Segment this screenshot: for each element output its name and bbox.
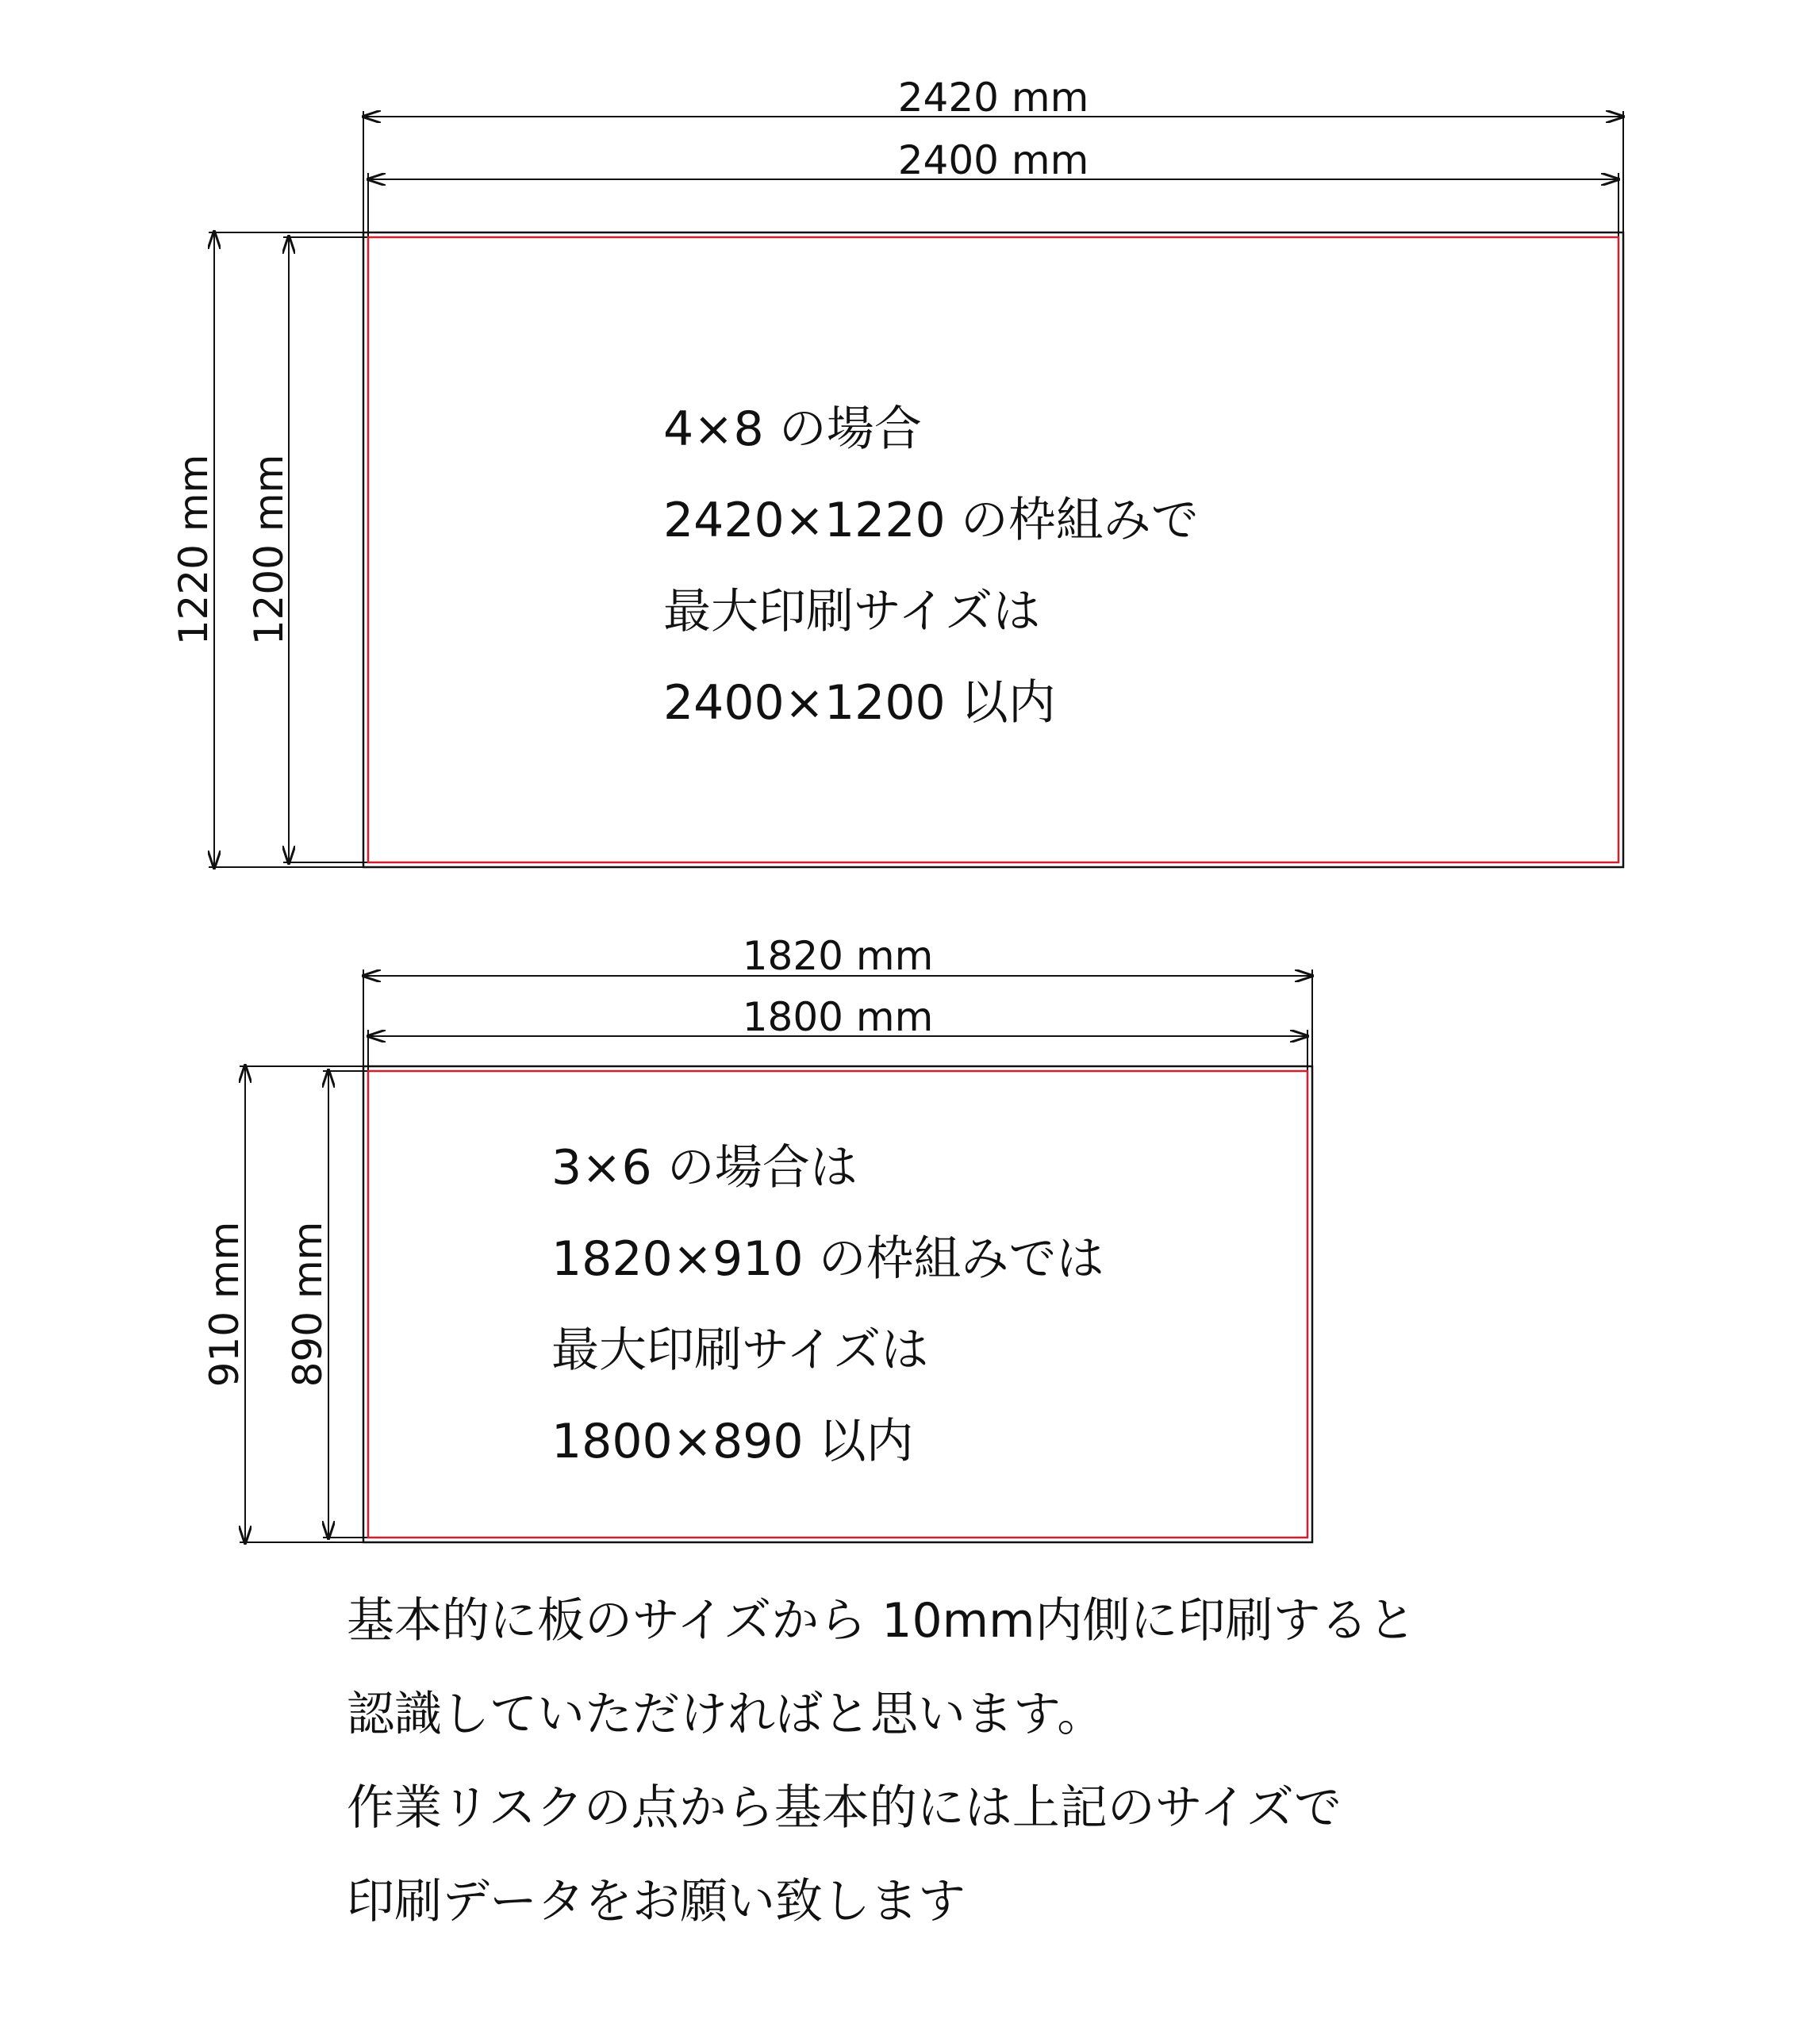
panel-4x8-line-4: 2400×1200 以内 bbox=[663, 675, 1056, 731]
panel-4x8-line-3: 最大印刷サイズは bbox=[663, 584, 1041, 639]
panel-3x6-line-2: 1820×910 の枠組みでは bbox=[551, 1231, 1104, 1287]
note-line-2: 認識していただければと思います。 bbox=[347, 1687, 1105, 1742]
note-line-4: 印刷データをお願い致します bbox=[347, 1874, 966, 1929]
panel-3x6-line-3: 最大印刷サイズは bbox=[551, 1323, 929, 1378]
panel-3x6-group bbox=[202, 933, 1312, 1542]
panel-3x6-outer-border bbox=[363, 1066, 1312, 1542]
bottom-note bbox=[347, 1593, 1416, 1929]
outer-height-label: 910 mm bbox=[202, 1221, 248, 1388]
panel-3x6-line-1: 3×6 の場合は bbox=[551, 1140, 858, 1196]
outer-width-label: 2420 mm bbox=[897, 75, 1089, 121]
panel-4x8-print-area bbox=[368, 237, 1618, 862]
outer-width-label: 1820 mm bbox=[742, 933, 934, 979]
inner-width-label: 2400 mm bbox=[897, 137, 1089, 183]
panel-4x8-group bbox=[171, 75, 1623, 868]
inner-width-label: 1800 mm bbox=[742, 994, 934, 1040]
panel-4x8-line-1: 4×8 の場合 bbox=[663, 401, 922, 457]
inner-height-label: 1200 mm bbox=[246, 454, 292, 646]
panel-4x8-outer-border bbox=[363, 232, 1623, 867]
outer-height-label: 1220 mm bbox=[171, 454, 217, 646]
panel-3x6-line-4: 1800×890 以内 bbox=[551, 1414, 914, 1469]
note-line-3: 作業リスクの点から基本的には上記のサイズで bbox=[347, 1780, 1342, 1836]
inner-height-label: 890 mm bbox=[285, 1221, 331, 1388]
panel-4x8-line-2: 2420×1220 の枠組みで bbox=[663, 493, 1199, 548]
note-line-1: 基本的に板のサイズから 10mm内側に印刷すると bbox=[347, 1593, 1416, 1649]
